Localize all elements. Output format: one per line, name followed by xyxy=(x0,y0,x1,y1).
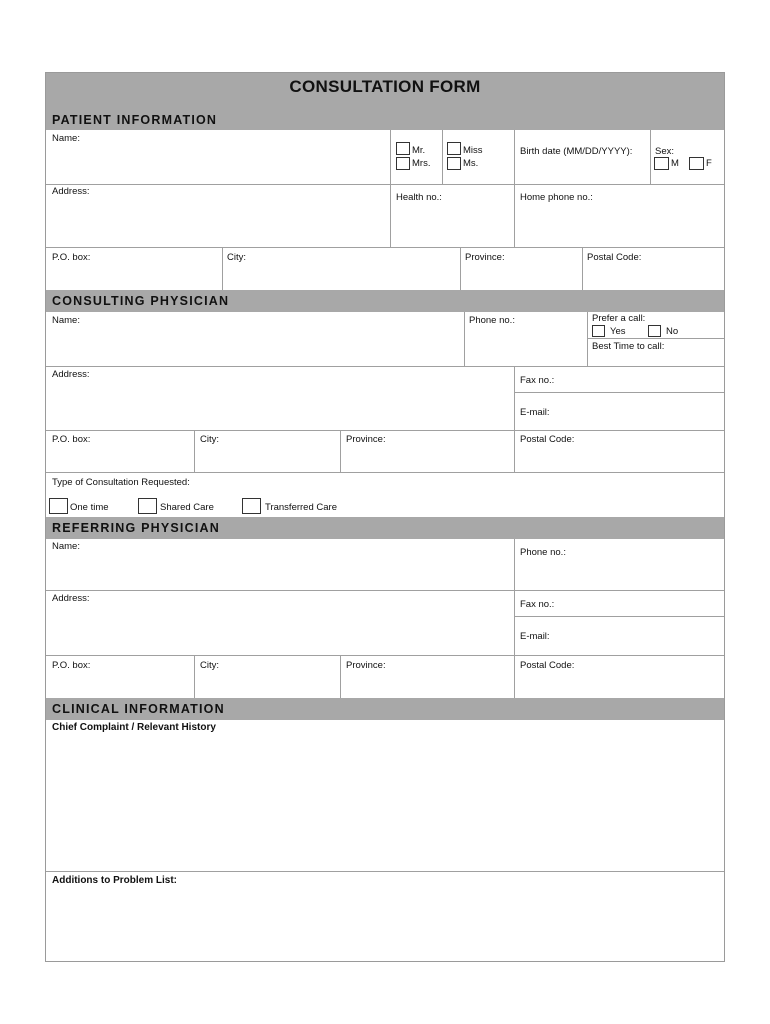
referring-po-box-label: P.O. box: xyxy=(52,660,91,671)
referring-name-label: Name: xyxy=(52,541,80,552)
title-ms-label: Ms. xyxy=(463,158,479,169)
consultation-form xyxy=(45,72,725,962)
referring-phone-label: Phone no.: xyxy=(520,547,566,558)
consult-shared-care-label: Shared Care xyxy=(160,502,214,513)
birth-date-label: Birth date (MM/DD/YYYY): xyxy=(520,146,633,157)
title-miss-label: Miss xyxy=(463,145,483,156)
chief-complaint-label: Chief Complaint / Relevant History xyxy=(52,722,216,733)
patient-section-title: PATIENT INFORMATION xyxy=(52,113,218,127)
consulting-province-label: Province: xyxy=(346,434,386,445)
title-mr-checkbox[interactable] xyxy=(396,142,410,155)
additions-label: Additions to Problem List: xyxy=(52,875,177,886)
prefer-no-checkbox[interactable] xyxy=(648,325,661,337)
sex-label: Sex: xyxy=(655,146,675,157)
patient-province-label: Province: xyxy=(465,252,505,263)
form-title: CONSULTATION FORM xyxy=(289,77,481,96)
referring-fax-label: Fax no.: xyxy=(520,599,555,610)
best-time-label: Best Time to call: xyxy=(592,341,665,352)
prefer-call-label: Prefer a call: xyxy=(592,313,646,324)
consulting-section-title: CONSULTING PHYSICIAN xyxy=(52,294,230,308)
patient-address-label: Address: xyxy=(52,186,90,197)
consulting-phone-label: Phone no.: xyxy=(469,315,515,326)
clinical-section-title: CLINICAL INFORMATION xyxy=(52,702,225,716)
consult-transferred-care-label: Transferred Care xyxy=(265,502,337,513)
patient-postal-code-label: Postal Code: xyxy=(587,252,642,263)
title-mr-label: Mr. xyxy=(412,145,426,156)
referring-section-title: REFERRING PHYSICIAN xyxy=(52,521,220,535)
consulting-address-label: Address: xyxy=(52,369,90,380)
consult-shared-care-checkbox[interactable] xyxy=(138,498,157,514)
consulting-fax-label: Fax no.: xyxy=(520,375,555,386)
consulting-name-label: Name: xyxy=(52,315,80,326)
health-no-label: Health no.: xyxy=(396,192,442,203)
consult-transferred-care-checkbox[interactable] xyxy=(242,498,261,514)
patient-name-label: Name: xyxy=(52,133,80,144)
title-miss-checkbox[interactable] xyxy=(447,142,461,155)
patient-po-box-label: P.O. box: xyxy=(52,252,91,263)
prefer-yes-label: Yes xyxy=(610,326,626,337)
referring-city-label: City: xyxy=(200,660,219,671)
title-mrs-label: Mrs. xyxy=(412,158,431,169)
consult-one-time-label: One time xyxy=(70,502,109,513)
consult-type-label: Type of Consultation Requested: xyxy=(52,477,190,488)
referring-province-label: Province: xyxy=(346,660,386,671)
consulting-city-label: City: xyxy=(200,434,219,445)
patient-city-label: City: xyxy=(227,252,246,263)
sex-f-label: F xyxy=(706,158,712,169)
sex-m-label: M xyxy=(671,158,679,169)
consult-one-time-checkbox[interactable] xyxy=(49,498,68,514)
consulting-email-label: E-mail: xyxy=(520,407,550,418)
sex-f-checkbox[interactable] xyxy=(689,157,704,170)
referring-address-label: Address: xyxy=(52,593,90,604)
sex-m-checkbox[interactable] xyxy=(654,157,669,170)
prefer-no-label: No xyxy=(666,326,679,337)
home-phone-label: Home phone no.: xyxy=(520,192,593,203)
title-ms-checkbox[interactable] xyxy=(447,157,461,170)
consulting-po-box-label: P.O. box: xyxy=(52,434,91,445)
referring-email-label: E-mail: xyxy=(520,631,550,642)
referring-postal-code-label: Postal Code: xyxy=(520,660,575,671)
consulting-postal-code-label: Postal Code: xyxy=(520,434,575,445)
title-mrs-checkbox[interactable] xyxy=(396,157,410,170)
prefer-yes-checkbox[interactable] xyxy=(592,325,605,337)
